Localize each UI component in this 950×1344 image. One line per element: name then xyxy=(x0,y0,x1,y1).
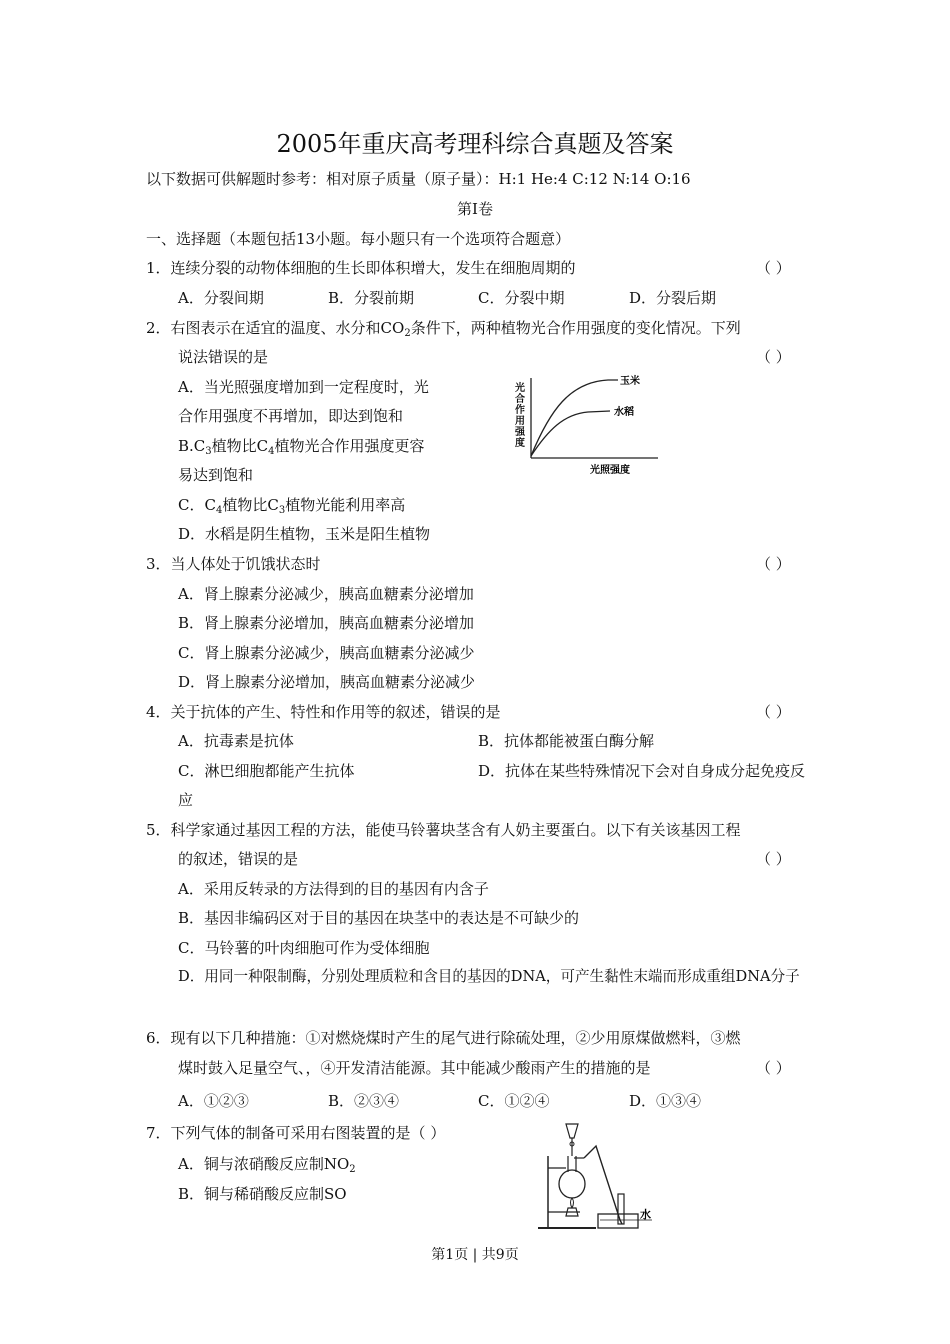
q5-option-a: A．采用反转录的方法得到的目的基因有内含子 xyxy=(178,880,489,898)
q1-option-c: C．分裂中期 xyxy=(478,289,565,307)
q3-option-c: C．肾上腺素分泌减少，胰高血糖素分泌减少 xyxy=(178,644,475,662)
q6-option-c: C．①②④ xyxy=(478,1092,550,1110)
q4-stem: 4．关于抗体的产生、特性和作用等的叙述，错误的是 xyxy=(146,703,501,721)
q6-stem-line2: 煤时鼓入足量空气、，④开发清洁能源。其中能减少酸雨产生的措施的是 xyxy=(178,1059,651,1077)
page-footer: 第1页 | 共9页 xyxy=(431,1247,519,1263)
q3-option-a: A．肾上腺素分泌减少，胰高血糖素分泌增加 xyxy=(178,585,474,603)
water-label: 水 xyxy=(640,1208,651,1221)
q4-answer-blank: （ ） xyxy=(756,703,791,721)
rice-curve xyxy=(531,411,610,456)
q7-stem: 7．下列气体的制备可采用右图装置的是（ ） xyxy=(146,1124,446,1142)
q1-stem: 1．连续分裂的动物体细胞的生长即体积增大，发生在细胞周期的 xyxy=(146,259,576,277)
q6-answer-blank: （ ） xyxy=(756,1059,791,1077)
q3-answer-blank: （ ） xyxy=(756,555,791,573)
volume-heading: 第Ⅰ卷 xyxy=(457,200,493,218)
q2-option-d: D．水稻是阴生植物，玉米是阳生植物 xyxy=(178,525,431,543)
q3-option-b: B．肾上腺素分泌增加，胰高血糖素分泌增加 xyxy=(178,614,475,632)
y-axis-label: 光合作用强度 xyxy=(515,383,525,449)
q4-option-a: A．抗毒素是抗体 xyxy=(178,732,294,750)
q3-stem: 3．当人体处于饥饿状态时 xyxy=(146,555,321,573)
q6-option-b: B．②③④ xyxy=(328,1092,400,1110)
q3-option-d: D．肾上腺素分泌增加，胰高血糖素分泌减少 xyxy=(178,673,476,691)
corn-curve xyxy=(531,380,618,456)
q7-option-b: B．铜与稀硝酸反应制SO xyxy=(178,1185,347,1203)
q5-stem: 5．科学家通过基因工程的方法，能使马铃薯块茎含有人奶主要蛋白。以下有关该基因工程 xyxy=(146,821,741,839)
q5-stem-line2: 的叙述，错误的是 xyxy=(178,850,299,868)
gas-apparatus-diagram xyxy=(536,1116,654,1236)
q4-option-d-line2: 应 xyxy=(178,791,194,809)
q1-option-d: D．分裂后期 xyxy=(629,289,717,307)
q6-option-d: D．①③④ xyxy=(629,1092,702,1110)
q2-stem-line2: 说法错误的是 xyxy=(178,348,269,366)
q2-option-c: C．$C_4$植物比$C_3$植物光能利用率高 xyxy=(178,496,406,516)
q2-option-b: $B.C_3$植物比$C_4$植物光合作用强度更容 xyxy=(178,437,425,457)
x-axis-label: 光照强度 xyxy=(590,465,630,476)
q7-option-a: A．铜与浓硝酸反应制$NO_2$ xyxy=(178,1155,356,1175)
q2-stem: 2．右图表示在适宜的温度、水分和$CO_2$条件下，两种植物光合作用强度的变化情况。下列 xyxy=(146,319,741,339)
q4-option-b: B．抗体都能被蛋白酶分解 xyxy=(478,732,655,750)
q1-answer-blank: （ ） xyxy=(756,259,791,277)
reference-note: 以下数据可供解题时参考：相对原子质量（原子量）：H:1 He:4 C:12 N:14 O:16 xyxy=(146,170,691,188)
q5-option-c: C．马铃薯的叶肉细胞可作为受体细胞 xyxy=(178,939,430,957)
rice-label: 水稻 xyxy=(614,407,634,418)
q6-stem: 6．现有以下几种措施：①对燃烧煤时产生的尾气进行除硫处理，②少用原煤做燃料，③燃 xyxy=(146,1029,741,1047)
q2-answer-blank: （ ） xyxy=(756,348,791,366)
q2-option-a-line2: 合作用强度不再增加，即达到饱和 xyxy=(178,407,404,425)
section-heading: 一、选择题（本题包括13小题。每小题只有一个选项符合题意） xyxy=(146,230,571,248)
page-title: 2005年重庆高考理科综合真题及答案 xyxy=(276,130,674,158)
q1-option-a: A．分裂间期 xyxy=(178,289,264,307)
q1-option-b: B．分裂前期 xyxy=(328,289,415,307)
q6-option-a: A．①②③ xyxy=(178,1092,249,1110)
q4-option-d: D．抗体在某些特殊情况下会对自身成分起免疫反 xyxy=(478,762,806,780)
q2-option-a: A．当光照强度增加到一定程度时，光 xyxy=(178,378,429,396)
corn-label: 玉米 xyxy=(620,376,640,387)
q4-option-c: C．淋巴细胞都能产生抗体 xyxy=(178,762,355,780)
q5-option-b: B．基因非编码区对于目的基因在块茎中的表达是不可缺少的 xyxy=(178,909,580,927)
q5-answer-blank: （ ） xyxy=(756,850,791,868)
q5-option-d: D．用同一种限制酶，分别处理质粒和含目的基因的DNA，可产生黏性末端而形成重组DNA分子 xyxy=(178,968,800,985)
q2-option-b-line2: 易达到饱和 xyxy=(178,466,254,484)
photosynthesis-chart xyxy=(510,370,670,482)
